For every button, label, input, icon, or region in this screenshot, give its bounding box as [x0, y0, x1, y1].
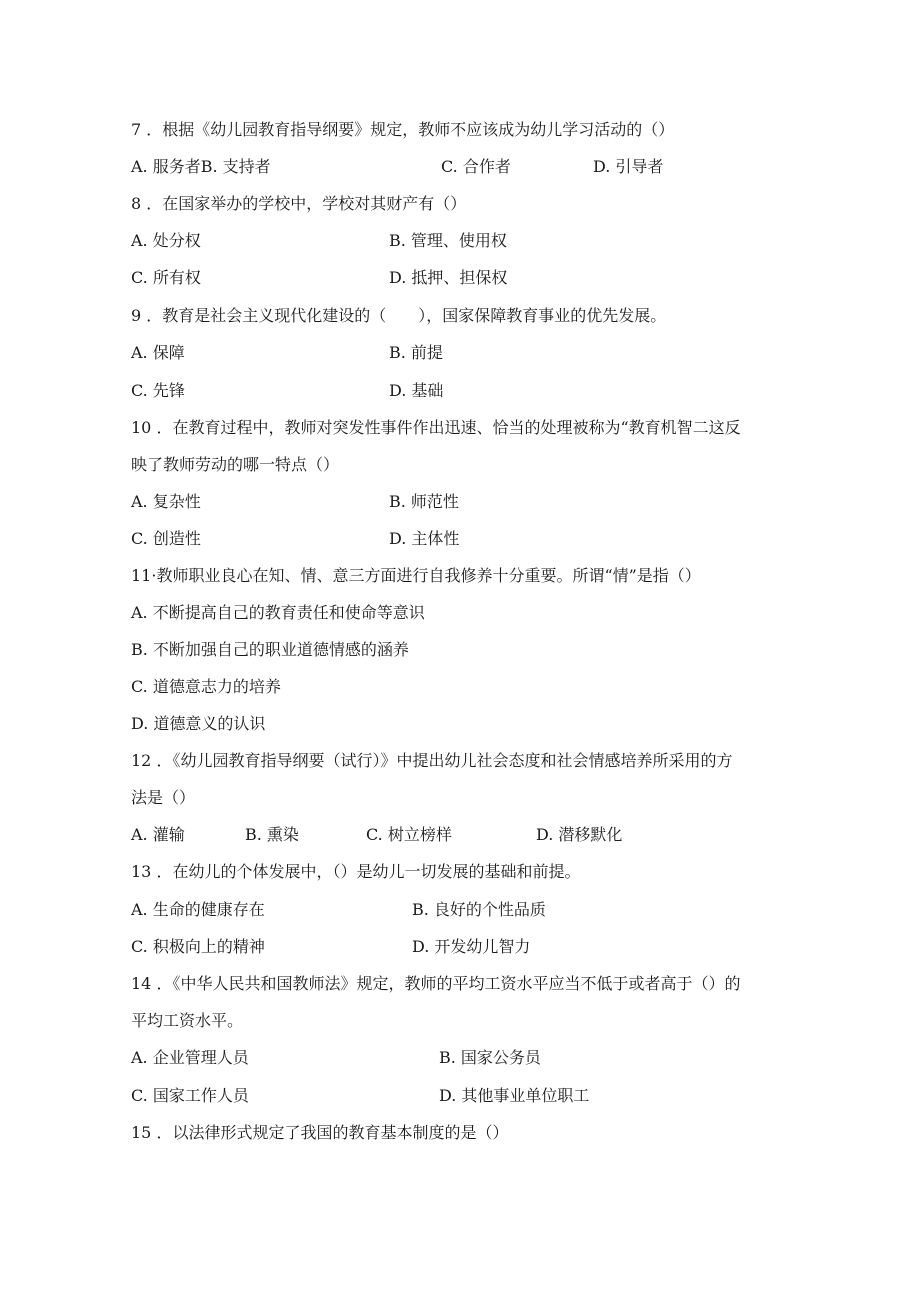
- question-8-stem: 8 ．在国家举办的学校中，学校对其财产有（）: [131, 194, 467, 213]
- question-12-option-d: D. 潜移默化: [536, 825, 623, 844]
- question-11-option-b: B. 不断加强自己的职业道德情感的涵养: [131, 640, 409, 659]
- question-11-option-a: A. 不断提高自己的教育责任和使命等意识: [131, 603, 425, 622]
- question-14-option-d: D. 其他事业单位职工: [439, 1086, 590, 1105]
- question-13-option-d: D. 开发幼儿智力: [412, 937, 531, 956]
- question-10-stem-line1: 10 ．在教育过程中，教师对突发性事件作出迅速、恰当的处理被称为“教育机智二这反: [131, 418, 741, 437]
- question-10-option-b: B. 师范性: [389, 492, 459, 511]
- question-12-stem-line1: 12 ．《幼儿园教育指导纲要（试行）》中提出幼儿社会态度和社会情感培养所采用的方: [131, 751, 733, 770]
- question-14-stem-line1: 14 ．《中华人民共和国教师法》规定，教师的平均工资水平应当不低于或者高于（）的: [131, 974, 741, 993]
- question-8-option-d: D. 抵押、担保权: [389, 268, 508, 287]
- question-11-stem: 11·教师职业良心在知、情、意三方面进行自我修养十分重要。所谓“情”是指（）: [131, 566, 701, 585]
- question-13-option-b: B. 良好的个性品质: [412, 900, 546, 919]
- question-9-option-b: B. 前提: [389, 343, 443, 362]
- question-14-option-a: A. 企业管理人员: [131, 1048, 249, 1067]
- question-13-stem: 13 ．在幼儿的个体发展中，（）是幼儿一切发展的基础和前提。: [131, 862, 581, 881]
- question-7-option-ab: A. 服务者B. 支持者: [131, 157, 271, 176]
- question-14-option-c: C. 国家工作人员: [131, 1086, 249, 1105]
- question-10-stem-line2: 映了教师劳动的哪一特点（）: [131, 455, 340, 474]
- question-9-option-d: D. 基础: [389, 381, 444, 400]
- question-14-stem-line2: 平均工资水平。: [131, 1011, 244, 1030]
- question-10-option-a: A. 复杂性: [131, 492, 201, 511]
- question-8-option-b: B. 管理、使用权: [389, 231, 507, 250]
- question-8-option-a: A. 处分权: [131, 231, 201, 250]
- question-7-option-d: D. 引导者: [593, 157, 664, 176]
- question-10-option-d: D. 主体性: [389, 529, 460, 548]
- question-13-option-a: A. 生命的健康存在: [131, 900, 265, 919]
- question-15-stem: 15 ．以法律形式规定了我国的教育基本制度的是（）: [131, 1123, 509, 1142]
- question-7-option-c: C. 合作者: [441, 157, 511, 176]
- question-11-option-c: C. 道德意志力的培养: [131, 677, 281, 696]
- question-13-option-c: C. 积极向上的精神: [131, 937, 265, 956]
- question-14-option-b: B. 国家公务员: [439, 1048, 541, 1067]
- question-12-option-b: B. 熏染: [245, 825, 299, 844]
- question-7-stem: 7 ．根据《幼儿园教育指导纲要》规定，教师不应该成为幼儿学习活动的（）: [131, 120, 675, 139]
- question-12-option-c: C. 树立榜样: [366, 825, 452, 844]
- question-9-option-c: C. 先锋: [131, 381, 185, 400]
- question-10-option-c: C. 创造性: [131, 529, 201, 548]
- question-11-option-d: D. 道德意义的认识: [131, 714, 266, 733]
- question-12-option-a: A. 灌输: [131, 825, 185, 844]
- question-8-option-c: C. 所有权: [131, 268, 201, 287]
- question-9-option-a: A. 保障: [131, 343, 185, 362]
- question-12-stem-line2: 法是（）: [131, 788, 196, 807]
- question-9-stem: 9 ．教育是社会主义现代化建设的（ ），国家保障教育事业的优先发展。: [131, 306, 667, 325]
